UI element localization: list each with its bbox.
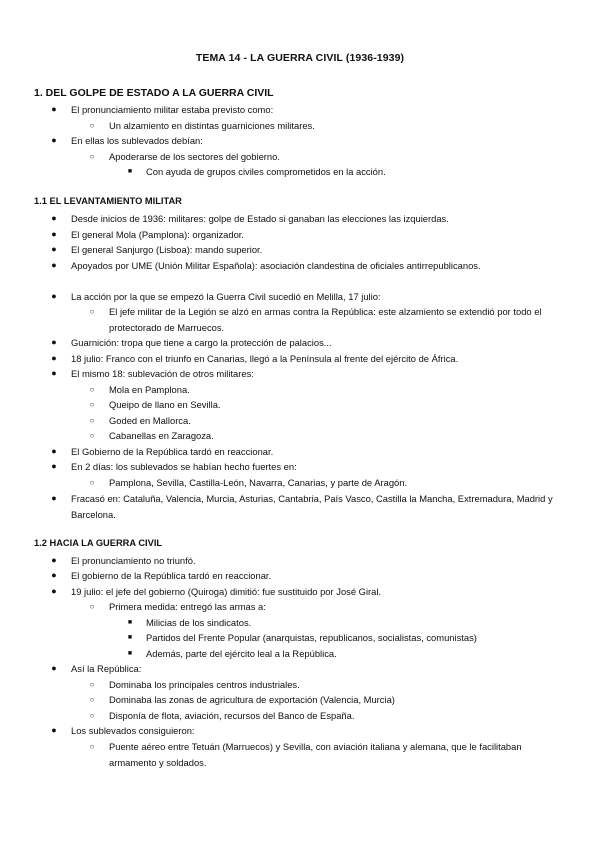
bullet-circle-icon: ○: [89, 400, 95, 409]
list-item: Apoderarse de los sectores del gobierno.: [109, 151, 280, 162]
bullet-disc-icon: ●: [51, 353, 57, 363]
bullet-square-icon: ■: [127, 168, 133, 175]
bullet-circle-icon: ○: [89, 478, 95, 487]
bullet-disc-icon: ●: [51, 260, 57, 270]
list-item: Pamplona, Sevilla, Castilla-León, Navarra, Canarias, y parte de Aragón.: [109, 477, 408, 488]
list-item: Fracasó en: Cataluña, Valencia, Murcia, Asturias, Cantabria, País Vasco, Castilla la Mancha, Extremadura, Madrid y Barcelona.: [71, 493, 553, 520]
list-item: La acción por la que se empezó la Guerra Civil sucedió en Melilla, 17 julio:: [71, 291, 381, 302]
list-item: El jefe militar de la Legión se alzó en armas contra la República: este alzamiento se extendió por todo el protectorado de Marruecos.: [109, 306, 542, 333]
list-item: El Gobierno de la República tardó en reaccionar.: [71, 446, 274, 457]
list-item: El general Mola (Pamplona): organizador.: [71, 229, 245, 240]
list-item: Dominaba las zonas de agricultura de exportación (Valencia, Murcia): [109, 694, 395, 705]
list-item: Guarnición: tropa que tiene a cargo la protección de palacios...: [71, 337, 332, 348]
bullet-disc-icon: ●: [51, 725, 57, 735]
list-item: Apoyados por UME (Unión Militar Española): asociación clandestina de oficiales antirrepublicanos.: [71, 260, 481, 271]
bullet-disc-icon: ●: [51, 555, 57, 565]
list-item: 18 julio: Franco con el triunfo en Canarias, llegó a la Península al frente del ejército de África.: [71, 353, 459, 364]
bullet-disc-icon: ●: [51, 337, 57, 347]
bullet-disc-icon: ●: [51, 104, 57, 114]
bullet-circle-icon: ○: [89, 307, 95, 316]
list-item: Dominaba los principales centros industriales.: [109, 679, 300, 690]
list-item: En 2 días: los sublevados se habían hecho fuertes en:: [71, 461, 297, 472]
list-item: Puente aéreo entre Tetuán (Marruecos) y Sevilla, con aviación italiana y alemana, que le facilitaban armamento y soldados.: [109, 741, 522, 768]
bullet-disc-icon: ●: [51, 461, 57, 471]
bullet-disc-icon: ●: [51, 570, 57, 580]
list-item: El pronunciamiento militar estaba previsto como:: [71, 104, 274, 115]
bullet-disc-icon: ●: [51, 135, 57, 145]
list-item: Un alzamiento en distintas guarniciones militares.: [109, 120, 315, 131]
list-item: Los sublevados consiguieron:: [71, 725, 195, 736]
list-item: Desde inicios de 1936: militares: golpe de Estado si ganaban las elecciones las izquierdas.: [71, 213, 449, 224]
bullet-circle-icon: ○: [89, 121, 95, 130]
bullet-circle-icon: ○: [89, 711, 95, 720]
bullet-circle-icon: ○: [89, 152, 95, 161]
section-heading-1-1: 1.1 EL LEVANTAMIENTO MILITAR: [34, 196, 182, 206]
list-item: Queipo de llano en Sevilla.: [109, 399, 221, 410]
list-item: Disponía de flota, aviación, recursos del Banco de España.: [109, 710, 355, 721]
bullet-disc-icon: ●: [51, 244, 57, 254]
list-item: Mola en Pamplona.: [109, 384, 190, 395]
bullet-disc-icon: ●: [51, 229, 57, 239]
bullet-circle-icon: ○: [89, 695, 95, 704]
bullet-disc-icon: ●: [51, 586, 57, 596]
bullet-circle-icon: ○: [89, 742, 95, 751]
bullet-disc-icon: ●: [51, 213, 57, 223]
bullet-circle-icon: ○: [89, 680, 95, 689]
list-item: Cabanellas en Zaragoza.: [109, 430, 214, 441]
bullet-disc-icon: ●: [51, 493, 57, 503]
section-heading-1: 1. DEL GOLPE DE ESTADO A LA GUERRA CIVIL: [34, 87, 274, 99]
bullet-circle-icon: ○: [89, 602, 95, 611]
list-item: En ellas los sublevados debían:: [71, 135, 203, 146]
bullet-circle-icon: ○: [89, 416, 95, 425]
section-heading-1-2: 1.2 HACIA LA GUERRA CIVIL: [34, 538, 163, 548]
list-item: Partidos del Frente Popular (anarquistas, republicanos, socialistas, comunistas): [146, 632, 477, 643]
list-item: Primera medida: entregó las armas a:: [109, 601, 266, 612]
list-item: Así la República:: [71, 663, 142, 674]
bullet-square-icon: ■: [127, 634, 133, 641]
bullet-circle-icon: ○: [89, 385, 95, 394]
list-item: Goded en Mallorca.: [109, 415, 191, 426]
bullet-circle-icon: ○: [89, 431, 95, 440]
list-item: 19 julio: el jefe del gobierno (Quiroga) dimitió: fue sustituido por José Giral.: [71, 586, 382, 597]
bullet-square-icon: ■: [127, 619, 133, 626]
bullet-disc-icon: ●: [51, 446, 57, 456]
list-item: Además, parte del ejército leal a la República.: [146, 648, 337, 659]
list-item: Milicias de los sindicatos.: [146, 617, 252, 628]
list-item: El general Sanjurgo (Lisboa): mando superior.: [71, 244, 263, 255]
list-item: El mismo 18: sublevación de otros militares:: [71, 368, 254, 379]
bullet-square-icon: ■: [127, 650, 133, 657]
list-item: El gobierno de la República tardó en reaccionar.: [71, 570, 272, 581]
list-item: Con ayuda de grupos civiles comprometidos en la acción.: [146, 166, 386, 177]
bullet-disc-icon: ●: [51, 291, 57, 301]
document-title: TEMA 14 - LA GUERRA CIVIL (1936-1939): [195, 52, 405, 64]
bullet-disc-icon: ●: [51, 663, 57, 673]
list-item: El pronunciamiento no triunfó.: [71, 555, 196, 566]
bullet-disc-icon: ●: [51, 368, 57, 378]
